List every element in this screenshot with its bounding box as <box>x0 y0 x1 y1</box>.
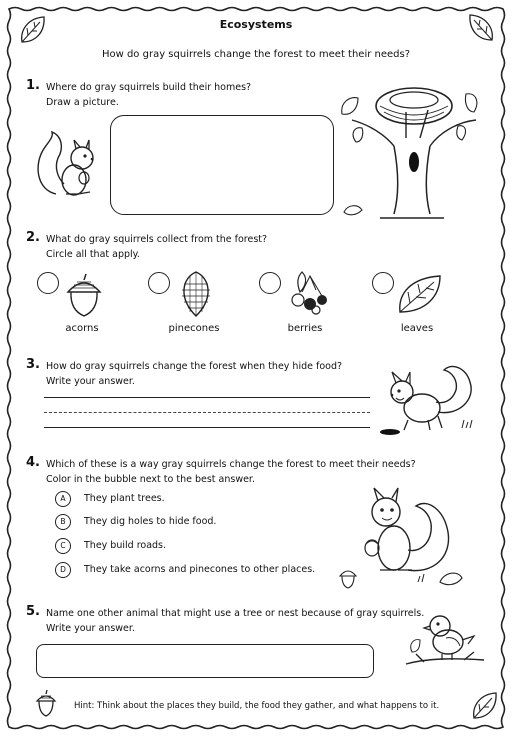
answer-bubble-c[interactable]: C <box>55 538 71 554</box>
answer-bubble-a[interactable]: A <box>55 491 71 507</box>
question-2-line-1: What do gray squirrels collect from the forest? <box>46 234 268 245</box>
leaf-icon <box>396 272 444 316</box>
circle-choice-berries[interactable] <box>259 272 281 294</box>
answer-option-a-text: They plant trees. <box>84 493 165 504</box>
answer-box[interactable] <box>36 644 374 678</box>
question-1-prompt <box>46 80 251 110</box>
question-5-number: 5. <box>26 604 40 619</box>
answer-option-d-text: They take acorns and pinecones to other places. <box>84 564 316 575</box>
answer-line-bottom[interactable] <box>44 427 370 428</box>
item-label-pinecones: pinecones <box>168 323 220 334</box>
question-1-line-1: Where do gray squirrels build their homes? <box>46 82 252 93</box>
item-label-acorns: acorns <box>65 323 99 334</box>
question-4-number: 4. <box>26 455 40 470</box>
question-5-prompt <box>46 606 424 636</box>
question-2-prompt <box>46 232 267 262</box>
tree-nest-icon <box>336 72 486 222</box>
berries-icon <box>286 270 330 316</box>
page-subtitle: How do gray squirrels change the forest to meet their needs? <box>101 49 411 60</box>
corner-leaf-icon <box>470 690 500 722</box>
question-2-line-2: Circle all that apply. <box>46 249 140 260</box>
answer-option-b-text: They dig holes to hide food. <box>84 516 217 527</box>
squirrel-digging-icon <box>378 360 478 440</box>
item-label-berries: berries <box>287 323 323 334</box>
question-3-line-1: How do gray squirrels change the forest when they hide food? <box>46 361 343 372</box>
item-label-leaves: leaves <box>400 323 434 334</box>
circle-choice-leaves[interactable] <box>372 272 394 294</box>
hint-text: Hint: Think about the places they build, the food they gather, and what happens to it. <box>74 701 440 711</box>
pinecone-icon <box>176 270 216 318</box>
acorn-icon <box>64 274 104 318</box>
answer-line-middle[interactable] <box>44 412 370 413</box>
question-2-number: 2. <box>26 230 40 245</box>
answer-line-top[interactable] <box>44 397 370 398</box>
circle-choice-acorns[interactable] <box>37 272 59 294</box>
question-1-number: 1. <box>26 78 40 93</box>
circle-choice-pinecones[interactable] <box>148 272 170 294</box>
acorn-icon <box>34 690 58 718</box>
bird-icon <box>404 608 488 672</box>
drawing-box[interactable] <box>110 115 334 215</box>
page-title: Ecosystems <box>219 18 293 31</box>
question-1-line-2: Draw a picture. <box>46 97 119 108</box>
answer-bubble-b[interactable]: B <box>55 514 71 530</box>
question-5-line-1: Name one other animal that might use a tree or nest because of gray squirrels. <box>46 608 425 619</box>
answer-option-c-text: They build roads. <box>84 540 167 551</box>
question-4-line-2: Color in the bubble next to the best answer. <box>46 474 255 485</box>
question-4-line-1: Which of these is a way gray squirrels change the forest to meet their needs? <box>46 459 416 470</box>
question-3-line-2: Write your answer. <box>46 376 135 387</box>
squirrel-icon <box>34 128 102 204</box>
question-3-number: 3. <box>26 357 40 372</box>
squirrel-with-acorn-icon <box>336 478 476 590</box>
question-3-prompt <box>46 359 342 389</box>
question-5-line-2: Write your answer. <box>46 623 135 634</box>
answer-bubble-d[interactable]: D <box>55 562 71 578</box>
